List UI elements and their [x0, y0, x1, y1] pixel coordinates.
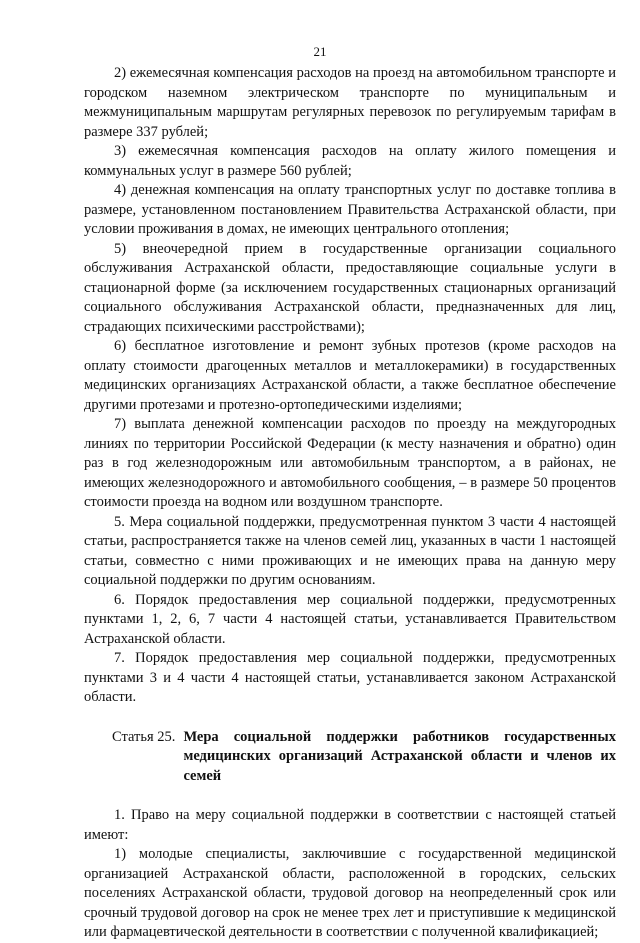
paragraph: 5) внеочередной прием в государственные организации социального обслуживания Астраханской области, предоставляющие социальные услуги в стационарной форме (за исключением государственных стационарных организаций социального обслуживания Астраханской области, предназначенных для лиц, страдающих психическими расстройствами);	[84, 240, 616, 335]
article-heading	[84, 728, 616, 787]
article-title: Мера социальной поддержки работников государственных медицинских организаций Астраханской области и членов их семей	[183, 728, 616, 784]
paragraph: 7) выплата денежной компенсации расходов по проезду на междугородных линиях по территории Российской Федерации (к месту назначения и обратно) один раз в год железнодорожным или автомобильным транспортом, а в районах, не имеющих железнодорожного и автомобильного сообщения, – в размере 50 процентов стоимости проезда на водном или воздушном транспорте.	[84, 416, 616, 510]
page-number: 21	[313, 44, 327, 59]
article-number: Статья 25.	[112, 728, 176, 745]
paragraph: 2) ежемесячная компенсация расходов на проезд на автомобильном транспорте и городском наземном электрическом транспорте по муниципальным и межмуниципальным маршрутам регулярных перевозок по регулируемым тарифам в размере 337 рублей;	[84, 65, 616, 140]
paragraph: 6. Порядок предоставления мер социальной поддержки, предусмотренных пунктами 1, 2, 6, 7 части 4 настоящей статьи, устанавливается Правительством Астраханской области.	[84, 591, 616, 647]
paragraph: 4) денежная компенсация на оплату транспортных услуг по доставке топлива в размере, установленном постановлением Правительства Астраханской области, при условии проживания в домах, не имеющих центрального отопления;	[84, 182, 616, 237]
paragraph: 6) бесплатное изготовление и ремонт зубных протезов (кроме расходов на оплату стоимости драгоценных металлов и металлокерамики) в государственных медицинских организациях Астраханской области, а также бесплатное обеспечение другими протезами и протезно-ортопедическими изделиями;	[84, 338, 616, 413]
document-body	[84, 64, 616, 943]
paragraph: 7. Порядок предоставления мер социальной поддержки, предусмотренных пунктами 3 и 4 части 4 настоящей статьи, устанавливается законом Астраханской области.	[84, 650, 616, 705]
paragraph: 3) ежемесячная компенсация расходов на оплату жилого помещения и коммунальных услуг в размере 560 рублей;	[84, 143, 616, 179]
paragraph: 1. Право на меру социальной поддержки в соответствии с настоящей статьей имеют:	[84, 807, 616, 843]
paragraph: 5. Мера социальной поддержки, предусмотренная пунктом 3 части 4 настоящей статьи, распространяется также на членов семей лиц, указанных в части 1 настоящей статьи, совместно с ними проживающих и не имеющих права на данную меру социальной поддержки по другим основаниям.	[84, 513, 616, 588]
paragraph: 1) молодые специалисты, заключившие с государственной медицинской организацией Астраханской области, расположенной в городских, сельских поселениях Астраханской области, трудовой договор на неопределенный срок или срочный трудовой договор на срок не менее трех лет и приступившие к медицинской или фармацевтической деятельности в соответствии с полученной квалификацией;	[84, 846, 616, 940]
spacer	[84, 786, 616, 806]
